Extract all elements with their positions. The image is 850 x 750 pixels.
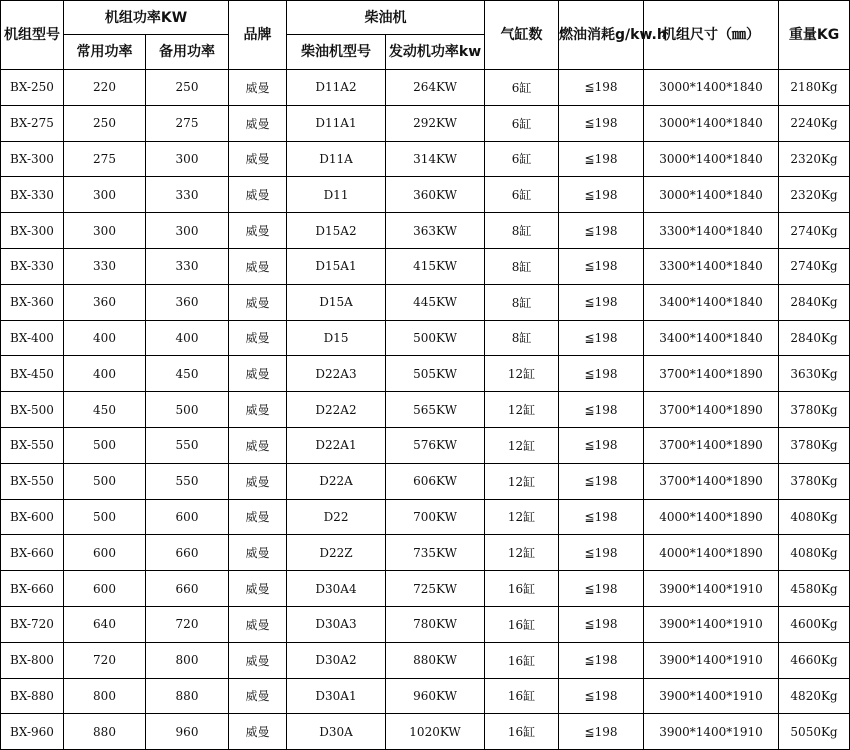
table-row — [1, 177, 850, 213]
cell-model: BX-500 — [1, 392, 64, 428]
cell-cylinders: 12缸 — [485, 463, 559, 499]
cell-dimensions: 3300*1400*1840 — [644, 248, 779, 284]
cell-weight: 4080Kg — [779, 535, 850, 571]
cell-weight: 3780Kg — [779, 463, 850, 499]
cell-weight: 2840Kg — [779, 320, 850, 356]
cell-brand: 威曼 — [229, 535, 287, 571]
header-model: 机组型号 — [1, 1, 64, 70]
cell-engine-power: 500KW — [386, 320, 485, 356]
cell-fuel-consumption: ≦198 — [559, 284, 644, 320]
cell-engine-model: D22 — [287, 499, 386, 535]
cell-fuel-consumption: ≦198 — [559, 606, 644, 642]
cell-dimensions: 3700*1400*1890 — [644, 392, 779, 428]
cell-dimensions: 3700*1400*1890 — [644, 356, 779, 392]
cell-engine-power: 363KW — [386, 213, 485, 249]
cell-dimensions: 3000*1400*1840 — [644, 70, 779, 106]
cell-model: BX-275 — [1, 105, 64, 141]
cell-common-power: 250 — [64, 105, 146, 141]
table-row — [1, 714, 850, 750]
cell-engine-model: D22A1 — [287, 427, 386, 463]
cell-model: BX-800 — [1, 642, 64, 678]
cell-brand: 威曼 — [229, 248, 287, 284]
cell-dimensions: 3900*1400*1910 — [644, 714, 779, 750]
cell-standby-power: 800 — [146, 642, 229, 678]
cell-weight: 2180Kg — [779, 70, 850, 106]
cell-fuel-consumption: ≦198 — [559, 213, 644, 249]
cell-model: BX-250 — [1, 70, 64, 106]
cell-dimensions: 3000*1400*1840 — [644, 105, 779, 141]
header-dimensions: 机组尺寸（㎜） — [644, 1, 779, 70]
table-row — [1, 463, 850, 499]
cell-model: BX-880 — [1, 678, 64, 714]
cell-engine-power: 1020KW — [386, 714, 485, 750]
cell-cylinders: 6缸 — [485, 70, 559, 106]
cell-dimensions: 4000*1400*1890 — [644, 499, 779, 535]
cell-common-power: 400 — [64, 320, 146, 356]
cell-weight: 3630Kg — [779, 356, 850, 392]
cell-brand: 威曼 — [229, 284, 287, 320]
cell-engine-model: D11A2 — [287, 70, 386, 106]
cell-engine-power: 445KW — [386, 284, 485, 320]
cell-dimensions: 3000*1400*1840 — [644, 177, 779, 213]
cell-engine-model: D15A2 — [287, 213, 386, 249]
cell-weight: 3780Kg — [779, 392, 850, 428]
table-row — [1, 427, 850, 463]
cell-fuel-consumption: ≦198 — [559, 248, 644, 284]
cell-common-power: 720 — [64, 642, 146, 678]
cell-model: BX-660 — [1, 571, 64, 607]
cell-standby-power: 600 — [146, 499, 229, 535]
cell-engine-model: D22Z — [287, 535, 386, 571]
cell-engine-model: D22A3 — [287, 356, 386, 392]
cell-common-power: 600 — [64, 535, 146, 571]
cell-brand: 威曼 — [229, 177, 287, 213]
cell-standby-power: 550 — [146, 463, 229, 499]
cell-cylinders: 6缸 — [485, 177, 559, 213]
cell-engine-model: D11A1 — [287, 105, 386, 141]
cell-fuel-consumption: ≦198 — [559, 427, 644, 463]
cell-common-power: 300 — [64, 213, 146, 249]
header-standby-power: 备用功率 — [146, 35, 229, 70]
header-weight: 重量KG — [779, 1, 850, 70]
cell-dimensions: 3900*1400*1910 — [644, 678, 779, 714]
cell-brand: 威曼 — [229, 463, 287, 499]
cell-brand: 威曼 — [229, 571, 287, 607]
cell-brand: 威曼 — [229, 141, 287, 177]
cell-brand: 威曼 — [229, 499, 287, 535]
cell-model: BX-300 — [1, 141, 64, 177]
cell-engine-model: D11 — [287, 177, 386, 213]
cell-weight: 2740Kg — [779, 213, 850, 249]
table-row — [1, 213, 850, 249]
cell-fuel-consumption: ≦198 — [559, 320, 644, 356]
table-row — [1, 606, 850, 642]
cell-cylinders: 8缸 — [485, 213, 559, 249]
cell-cylinders: 8缸 — [485, 284, 559, 320]
cell-brand: 威曼 — [229, 642, 287, 678]
cell-fuel-consumption: ≦198 — [559, 177, 644, 213]
cell-common-power: 220 — [64, 70, 146, 106]
cell-cylinders: 12缸 — [485, 392, 559, 428]
cell-engine-power: 725KW — [386, 571, 485, 607]
cell-standby-power: 275 — [146, 105, 229, 141]
cell-weight: 2320Kg — [779, 141, 850, 177]
table-row — [1, 70, 850, 106]
cell-common-power: 400 — [64, 356, 146, 392]
cell-engine-power: 880KW — [386, 642, 485, 678]
cell-cylinders: 16缸 — [485, 678, 559, 714]
cell-fuel-consumption: ≦198 — [559, 678, 644, 714]
header-engine-power: 发动机功率kw — [386, 35, 485, 70]
header-cylinders: 气缸数 — [485, 1, 559, 70]
cell-weight: 2320Kg — [779, 177, 850, 213]
cell-common-power: 275 — [64, 141, 146, 177]
cell-engine-model: D30A2 — [287, 642, 386, 678]
cell-common-power: 800 — [64, 678, 146, 714]
cell-standby-power: 330 — [146, 177, 229, 213]
cell-standby-power: 720 — [146, 606, 229, 642]
cell-dimensions: 3400*1400*1840 — [644, 320, 779, 356]
cell-engine-model: D30A — [287, 714, 386, 750]
cell-standby-power: 660 — [146, 535, 229, 571]
cell-engine-power: 735KW — [386, 535, 485, 571]
cell-weight: 4080Kg — [779, 499, 850, 535]
cell-engine-power: 264KW — [386, 70, 485, 106]
cell-cylinders: 8缸 — [485, 248, 559, 284]
cell-engine-power: 292KW — [386, 105, 485, 141]
cell-standby-power: 880 — [146, 678, 229, 714]
cell-dimensions: 3700*1400*1890 — [644, 427, 779, 463]
cell-weight: 2840Kg — [779, 284, 850, 320]
cell-model: BX-330 — [1, 177, 64, 213]
cell-standby-power: 300 — [146, 141, 229, 177]
cell-standby-power: 360 — [146, 284, 229, 320]
cell-cylinders: 8缸 — [485, 320, 559, 356]
cell-dimensions: 3900*1400*1910 — [644, 606, 779, 642]
cell-dimensions: 3400*1400*1840 — [644, 284, 779, 320]
header-diesel-group: 柴油机 — [287, 1, 485, 35]
cell-brand: 威曼 — [229, 606, 287, 642]
cell-cylinders: 16缸 — [485, 571, 559, 607]
cell-brand: 威曼 — [229, 714, 287, 750]
cell-standby-power: 400 — [146, 320, 229, 356]
cell-brand: 威曼 — [229, 356, 287, 392]
cell-brand: 威曼 — [229, 392, 287, 428]
cell-standby-power: 550 — [146, 427, 229, 463]
cell-standby-power: 500 — [146, 392, 229, 428]
cell-engine-model: D15A — [287, 284, 386, 320]
cell-brand: 威曼 — [229, 105, 287, 141]
cell-engine-power: 780KW — [386, 606, 485, 642]
cell-cylinders: 12缸 — [485, 535, 559, 571]
cell-fuel-consumption: ≦198 — [559, 356, 644, 392]
cell-fuel-consumption: ≦198 — [559, 105, 644, 141]
header-engine-model: 柴油机型号 — [287, 35, 386, 70]
table-row — [1, 356, 850, 392]
cell-weight: 4820Kg — [779, 678, 850, 714]
cell-model: BX-360 — [1, 284, 64, 320]
cell-brand: 威曼 — [229, 678, 287, 714]
cell-cylinders: 12缸 — [485, 499, 559, 535]
cell-standby-power: 250 — [146, 70, 229, 106]
table-row — [1, 499, 850, 535]
cell-model: BX-550 — [1, 463, 64, 499]
cell-cylinders: 16缸 — [485, 642, 559, 678]
cell-brand: 威曼 — [229, 320, 287, 356]
cell-model: BX-550 — [1, 427, 64, 463]
cell-model: BX-400 — [1, 320, 64, 356]
cell-engine-model: D30A3 — [287, 606, 386, 642]
cell-cylinders: 16缸 — [485, 606, 559, 642]
table-row — [1, 642, 850, 678]
cell-fuel-consumption: ≦198 — [559, 714, 644, 750]
cell-standby-power: 330 — [146, 248, 229, 284]
cell-cylinders: 6缸 — [485, 105, 559, 141]
cell-dimensions: 3300*1400*1840 — [644, 213, 779, 249]
cell-cylinders: 12缸 — [485, 356, 559, 392]
cell-common-power: 640 — [64, 606, 146, 642]
table-row — [1, 141, 850, 177]
table-row — [1, 392, 850, 428]
cell-engine-power: 505KW — [386, 356, 485, 392]
table-row — [1, 678, 850, 714]
cell-common-power: 600 — [64, 571, 146, 607]
cell-dimensions: 3900*1400*1910 — [644, 642, 779, 678]
cell-engine-power: 360KW — [386, 177, 485, 213]
cell-common-power: 880 — [64, 714, 146, 750]
cell-fuel-consumption: ≦198 — [559, 463, 644, 499]
cell-engine-model: D15 — [287, 320, 386, 356]
header-fuel-consumption: 燃油消耗g/kw.h — [559, 1, 644, 70]
cell-engine-power: 960KW — [386, 678, 485, 714]
table-row — [1, 284, 850, 320]
cell-model: BX-960 — [1, 714, 64, 750]
header-power-group: 机组功率KW — [64, 1, 229, 35]
table-row — [1, 535, 850, 571]
cell-dimensions: 3000*1400*1840 — [644, 141, 779, 177]
cell-common-power: 500 — [64, 427, 146, 463]
cell-engine-power: 700KW — [386, 499, 485, 535]
cell-model: BX-300 — [1, 213, 64, 249]
cell-common-power: 330 — [64, 248, 146, 284]
cell-model: BX-660 — [1, 535, 64, 571]
cell-weight: 2240Kg — [779, 105, 850, 141]
cell-brand: 威曼 — [229, 427, 287, 463]
table-row — [1, 248, 850, 284]
cell-cylinders: 16缸 — [485, 714, 559, 750]
cell-model: BX-600 — [1, 499, 64, 535]
cell-standby-power: 450 — [146, 356, 229, 392]
cell-weight: 2740Kg — [779, 248, 850, 284]
cell-engine-power: 565KW — [386, 392, 485, 428]
cell-dimensions: 3900*1400*1910 — [644, 571, 779, 607]
cell-dimensions: 4000*1400*1890 — [644, 535, 779, 571]
cell-engine-power: 576KW — [386, 427, 485, 463]
cell-engine-power: 606KW — [386, 463, 485, 499]
table-row — [1, 571, 850, 607]
cell-model: BX-720 — [1, 606, 64, 642]
cell-weight: 3780Kg — [779, 427, 850, 463]
cell-standby-power: 300 — [146, 213, 229, 249]
cell-common-power: 500 — [64, 463, 146, 499]
cell-fuel-consumption: ≦198 — [559, 392, 644, 428]
cell-weight: 4660Kg — [779, 642, 850, 678]
cell-fuel-consumption: ≦198 — [559, 141, 644, 177]
cell-engine-power: 415KW — [386, 248, 485, 284]
cell-engine-model: D30A1 — [287, 678, 386, 714]
cell-common-power: 300 — [64, 177, 146, 213]
cell-fuel-consumption: ≦198 — [559, 642, 644, 678]
cell-brand: 威曼 — [229, 213, 287, 249]
cell-fuel-consumption: ≦198 — [559, 571, 644, 607]
cell-fuel-consumption: ≦198 — [559, 499, 644, 535]
cell-engine-model: D15A1 — [287, 248, 386, 284]
cell-engine-model: D22A — [287, 463, 386, 499]
cell-engine-model: D22A2 — [287, 392, 386, 428]
cell-fuel-consumption: ≦198 — [559, 70, 644, 106]
cell-dimensions: 3700*1400*1890 — [644, 463, 779, 499]
table-body — [1, 70, 850, 750]
cell-weight: 4580Kg — [779, 571, 850, 607]
cell-fuel-consumption: ≦198 — [559, 535, 644, 571]
table-row — [1, 320, 850, 356]
cell-standby-power: 960 — [146, 714, 229, 750]
header-row-top — [1, 1, 850, 35]
cell-weight: 4600Kg — [779, 606, 850, 642]
cell-engine-model: D30A4 — [287, 571, 386, 607]
cell-standby-power: 660 — [146, 571, 229, 607]
cell-engine-model: D11A — [287, 141, 386, 177]
header-brand: 品牌 — [229, 1, 287, 70]
cell-common-power: 500 — [64, 499, 146, 535]
header-common-power: 常用功率 — [64, 35, 146, 70]
cell-brand: 威曼 — [229, 70, 287, 106]
cell-weight: 5050Kg — [779, 714, 850, 750]
cell-common-power: 360 — [64, 284, 146, 320]
cell-model: BX-450 — [1, 356, 64, 392]
cell-cylinders: 6缸 — [485, 141, 559, 177]
cell-cylinders: 12缸 — [485, 427, 559, 463]
cell-engine-power: 314KW — [386, 141, 485, 177]
cell-common-power: 450 — [64, 392, 146, 428]
table-row — [1, 105, 850, 141]
cell-model: BX-330 — [1, 248, 64, 284]
